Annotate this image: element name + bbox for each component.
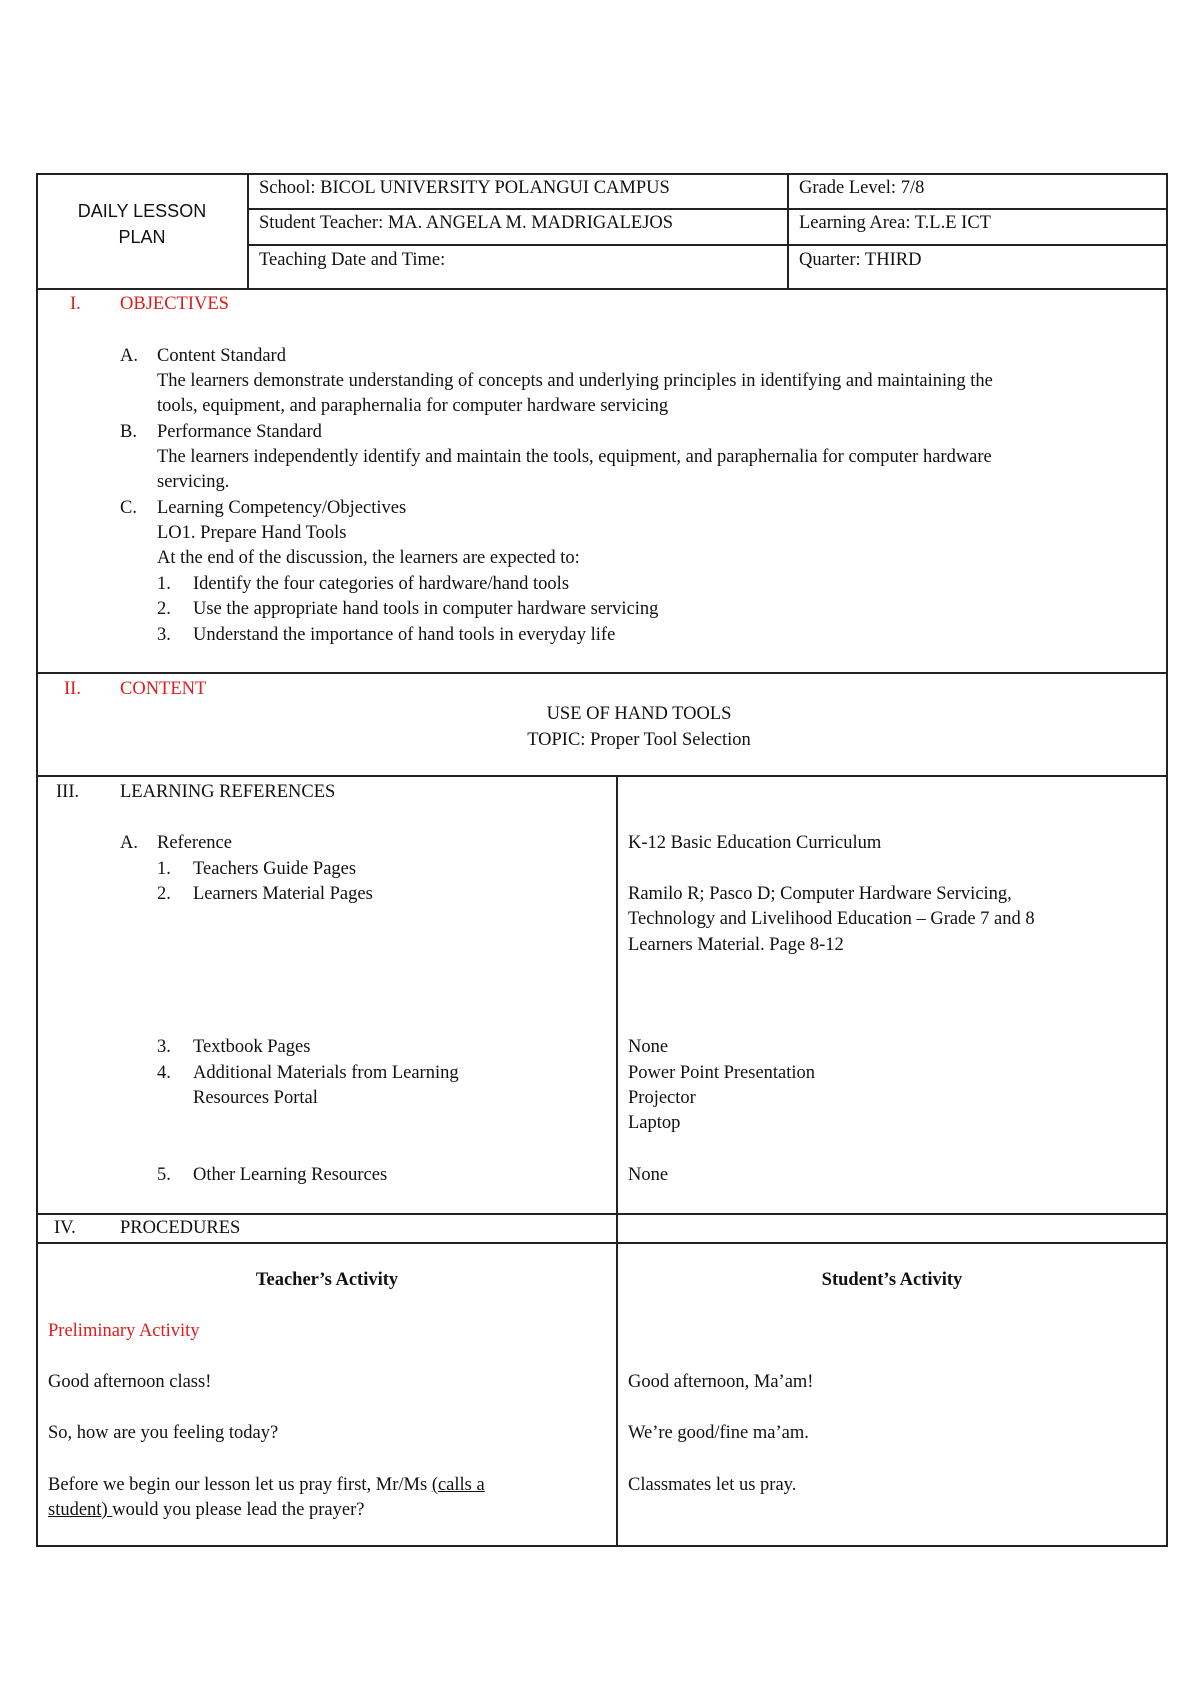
procedures-header-divider [616,1213,618,1244]
objectives-number: I. [70,294,81,314]
teacher-prayer-text-cont: would you please lead the prayer? [112,1500,365,1520]
student-line-prayer: Classmates let us pray. [628,1475,797,1495]
school-field: School: BICOL UNIVERSITY POLANGUI CAMPUS [259,178,670,198]
reference-item-number: 5. [157,1165,171,1185]
reference-item-text: Teachers Guide Pages [193,859,357,879]
teacher-prayer-note: (calls a [431,1475,485,1495]
student-line-greeting: Good afternoon, Ma’am! [628,1372,814,1392]
reference-curriculum: K-12 Basic Education Curriculum [628,833,882,853]
teaching-date-field: Teaching Date and Time: [259,250,446,270]
reference-lm-line-3: Learners Material. Page 8-12 [628,935,844,955]
content-standard-letter: A. [120,346,138,366]
objective-item-number: 3. [157,625,171,645]
performance-standard-text-1: The learners independently identify and maintain the tools, equipment, and paraphernalia for computer hardware [157,447,992,467]
reference-lm-line-2: Technology and Livelihood Education – Grade 7 and 8 [628,909,1035,929]
content-standard-text-1: The learners demonstrate understanding of concepts and underlying principles in identifying and maintaining the [157,371,993,391]
plan-title-line-2: PLAN [118,227,166,247]
content-number: II. [64,679,81,699]
performance-standard-title: Performance Standard [157,422,322,442]
teacher-line-prayer-2 [48,1498,364,1522]
teacher-prayer-text: Before we begin our lesson let us pray first, Mr/Ms [48,1475,432,1495]
student-line-feeling: We’re good/fine ma’am. [628,1423,809,1443]
reference-additional-3: Laptop [628,1113,681,1133]
reference-item-text: Other Learning Resources [193,1165,388,1185]
teacher-line-feeling: So, how are you feeling today? [48,1423,279,1443]
teacher-line-prayer-1 [48,1473,485,1497]
reference-item-text: Resources Portal [193,1088,318,1108]
grade-level-field: Grade Level: 7/8 [799,178,925,198]
content-topic-line-1: USE OF HAND TOOLS [546,704,732,724]
objective-item-number: 2. [157,599,171,619]
reference-additional-2: Projector [628,1088,696,1108]
competency-letter: C. [120,498,137,518]
objective-item-text: Identify the four categories of hardware/hand tools [193,574,570,594]
competency-title: Learning Competency/Objectives [157,498,407,518]
header-divider-1 [247,173,249,290]
references-number: III. [56,782,80,802]
reference-item-number: 2. [157,884,171,904]
objective-item-number: 1. [157,574,171,594]
procedures-heading: PROCEDURES [120,1218,241,1238]
header-divider-2 [787,173,789,290]
reference-item-text: Learners Material Pages [193,884,373,904]
references-divider [616,775,618,1215]
reference-item-text: Textbook Pages [193,1037,311,1057]
reference-textbook-value: None [628,1037,669,1057]
content-standard-text-2: tools, equipment, and paraphernalia for computer hardware servicing [157,396,669,416]
content-topic-line-2: TOPIC: Proper Tool Selection [527,730,751,750]
reference-additional-1: Power Point Presentation [628,1063,816,1083]
reference-letter: A. [120,833,138,853]
content-standard-title: Content Standard [157,346,286,366]
reference-other-value: None [628,1165,669,1185]
plan-title-line-1: DAILY LESSON [77,201,207,221]
header-row-line-2 [247,244,1168,246]
student-activity-heading: Student’s Activity [821,1270,963,1290]
preliminary-activity-label: Preliminary Activity [48,1321,200,1341]
competency-lo: LO1. Prepare Hand Tools [157,523,347,543]
performance-standard-letter: B. [120,422,137,442]
competency-intro: At the end of the discussion, the learners are expected to: [157,548,580,568]
header-row-line-1 [247,208,1168,210]
procedures-number: IV. [54,1218,76,1238]
reference-lm-line-1: Ramilo R; Pasco D; Computer Hardware Servicing, [628,884,1012,904]
teacher-activity-heading: Teacher’s Activity [255,1270,399,1290]
performance-standard-text-2: servicing. [157,472,230,492]
quarter-field: Quarter: THIRD [799,250,922,270]
reference-title: Reference [157,833,232,853]
content-heading: CONTENT [120,679,207,699]
reference-item-number: 1. [157,859,171,879]
reference-item-text: Additional Materials from Learning [193,1063,459,1083]
objectives-heading: OBJECTIVES [120,294,229,314]
learning-area-field: Learning Area: T.L.E ICT [799,213,991,233]
reference-item-number: 3. [157,1037,171,1057]
teacher-prayer-note-cont: student) [48,1500,113,1520]
objective-item-text: Use the appropriate hand tools in computer hardware servicing [193,599,659,619]
reference-item-number: 4. [157,1063,171,1083]
student-teacher-field: Student Teacher: MA. ANGELA M. MADRIGALEJOS [259,213,674,233]
objective-item-text: Understand the importance of hand tools in everyday life [193,625,616,645]
teacher-line-greeting: Good afternoon class! [48,1372,212,1392]
references-heading: LEARNING REFERENCES [120,782,336,802]
